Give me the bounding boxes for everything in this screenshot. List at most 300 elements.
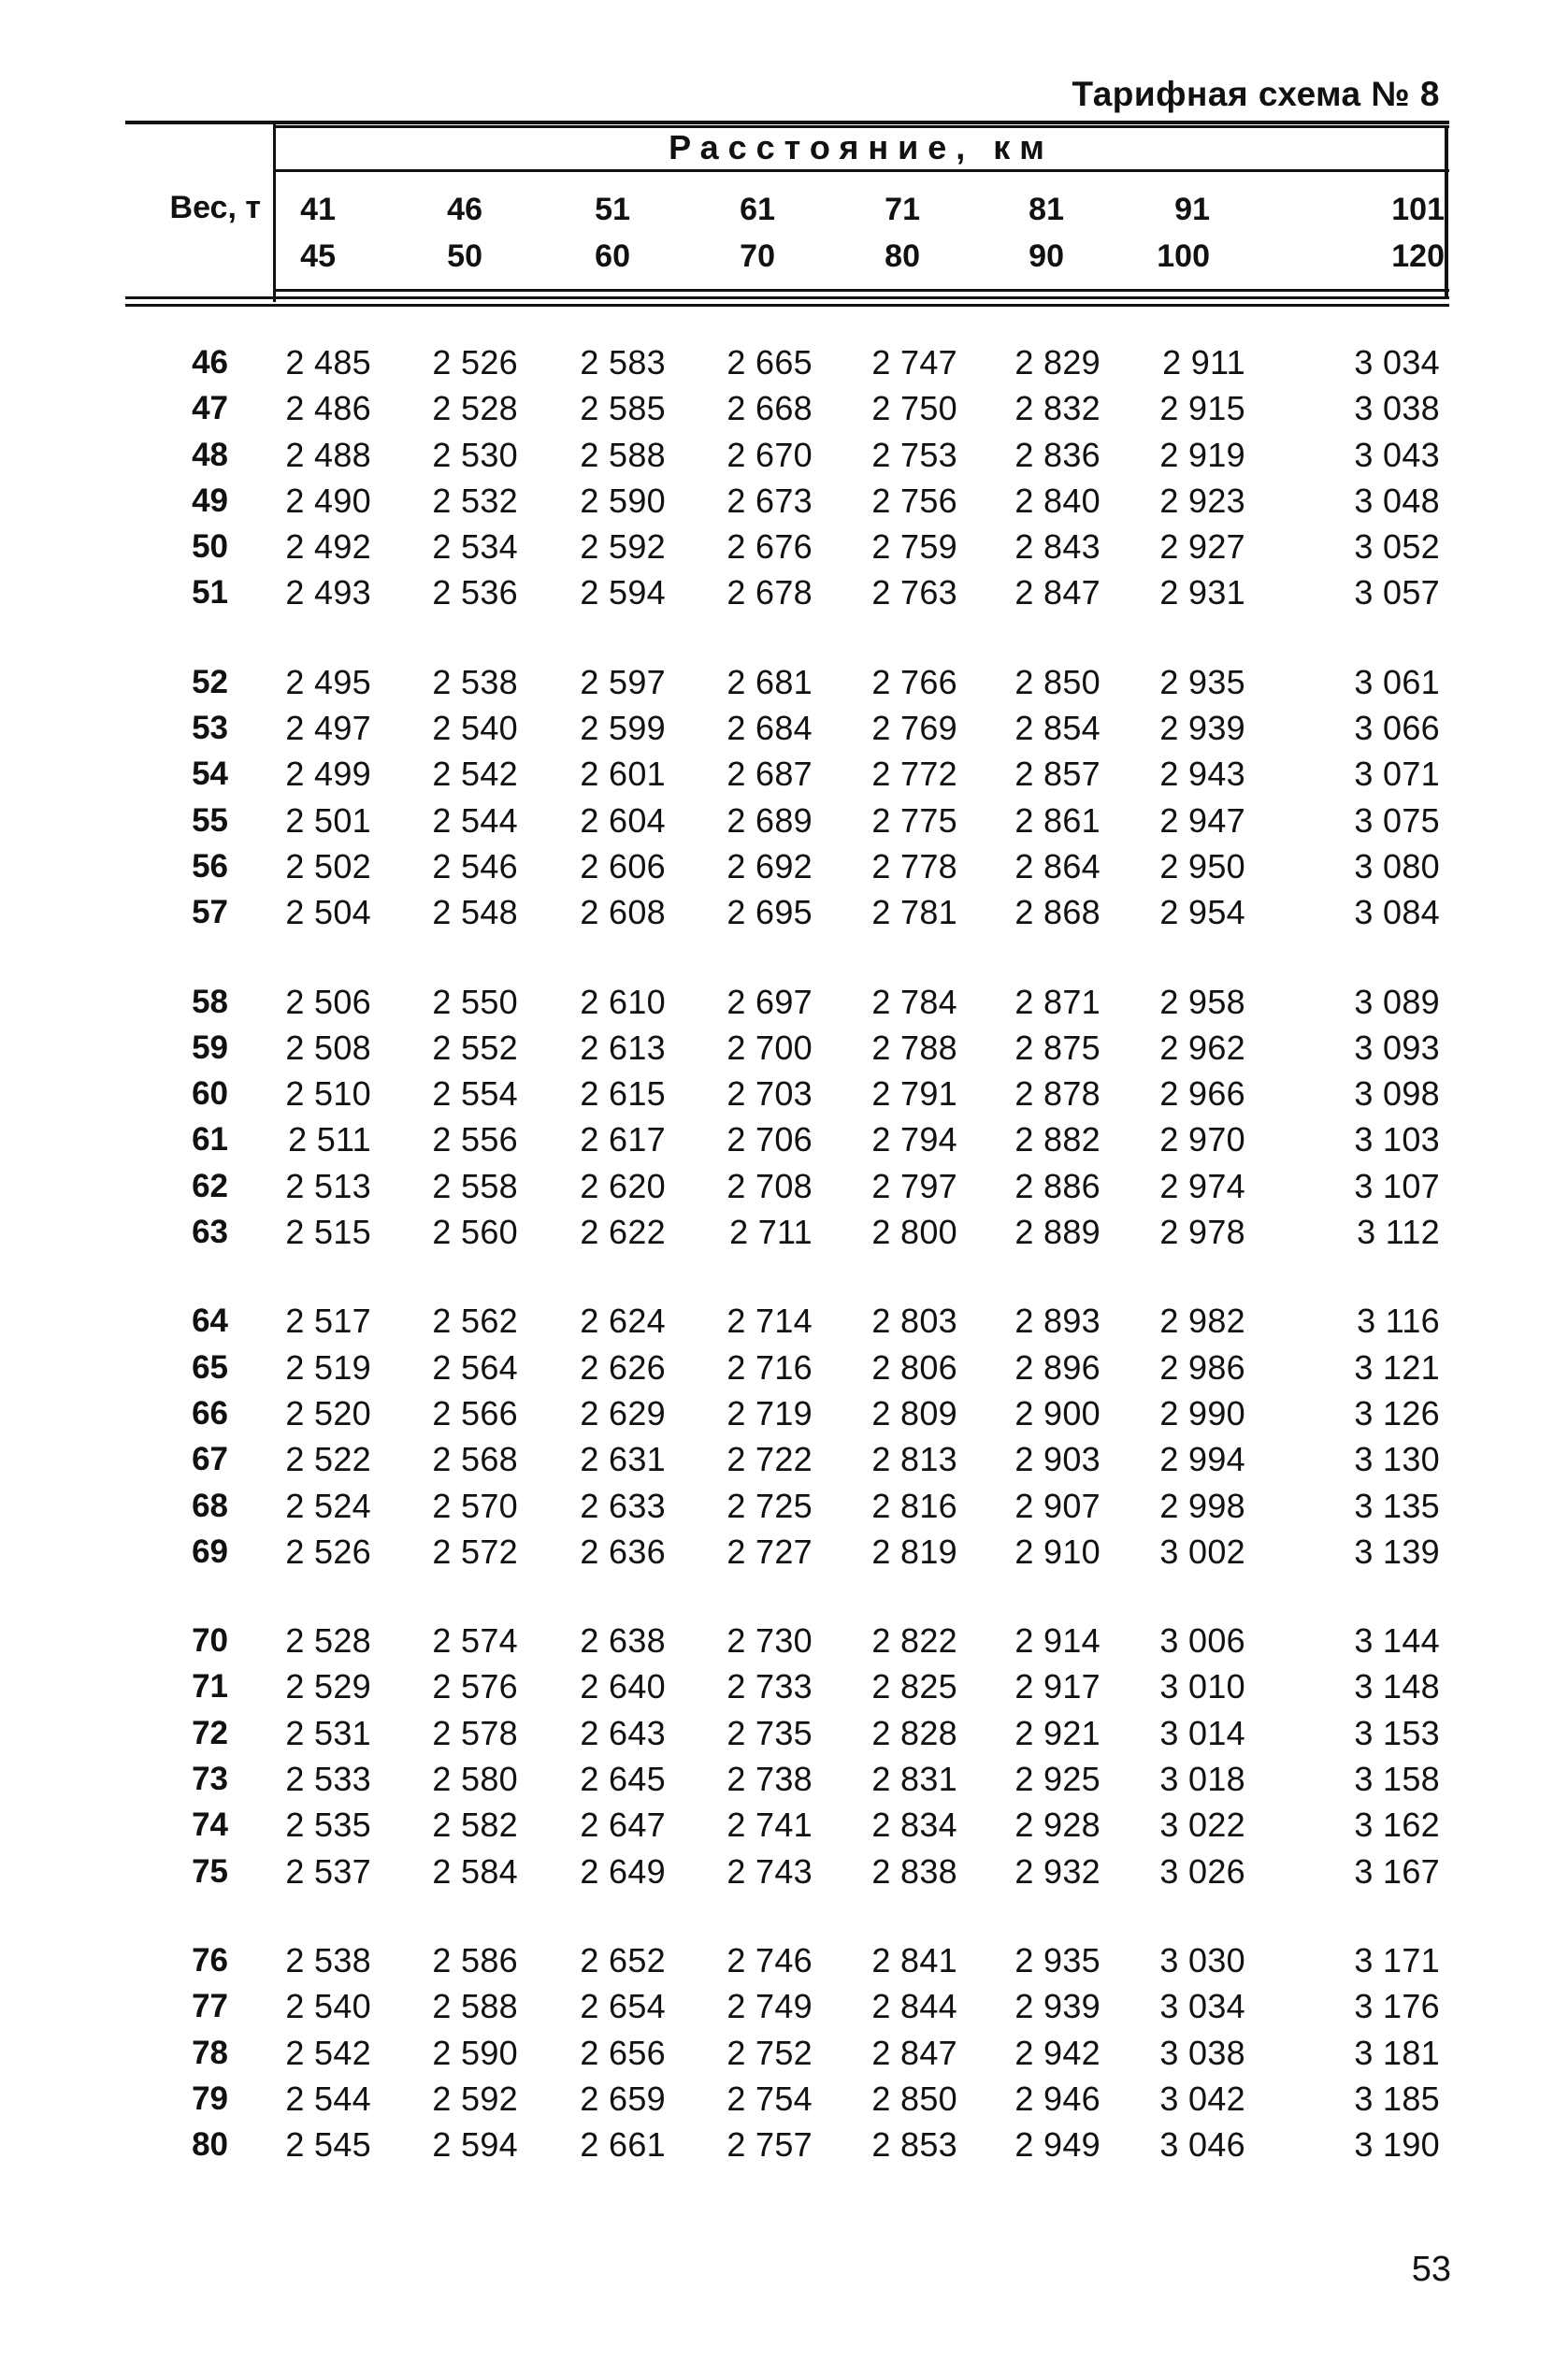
weight-cell: 49 — [192, 482, 228, 519]
table-row — [125, 889, 1449, 935]
tariff-cell: 2 615 — [580, 1074, 666, 1114]
table-row — [125, 1618, 1449, 1663]
tariff-cell: 2 706 — [726, 1120, 813, 1159]
tariff-cell: 2 535 — [285, 1806, 371, 1845]
table-row — [125, 339, 1449, 385]
weight-cell: 72 — [192, 1714, 228, 1751]
tariff-cell: 2 580 — [432, 1760, 518, 1799]
tariff-cell: 2 847 — [1014, 573, 1100, 612]
tariff-cell: 2 750 — [871, 389, 957, 428]
distance-range-2 — [340, 186, 482, 280]
tariff-cell: 2 719 — [726, 1393, 813, 1432]
tariff-cell: 2 914 — [1014, 1621, 1100, 1661]
tariff-cell: 2 834 — [871, 1806, 957, 1845]
table-row — [125, 1802, 1449, 1848]
table-row — [125, 2076, 1449, 2122]
weight-cell: 74 — [192, 1806, 228, 1844]
tariff-cell: 3 093 — [1354, 1028, 1440, 1067]
weight-cell: 58 — [192, 983, 228, 1020]
tariff-cell: 2 574 — [432, 1621, 518, 1661]
tariff-cell: 2 585 — [580, 389, 666, 428]
tariff-cell: 3 084 — [1354, 893, 1440, 932]
tariff-cell: 2 753 — [871, 435, 957, 474]
tariff-cell: 2 540 — [285, 1987, 371, 2026]
tariff-cell: 2 502 — [285, 846, 371, 885]
tariff-cell: 2 499 — [285, 755, 371, 794]
tariff-cell: 2 946 — [1014, 2079, 1100, 2118]
tariff-cell: 3 052 — [1354, 527, 1440, 567]
distance-header-bottom-rule — [273, 169, 1449, 172]
tariff-cell: 3 006 — [1159, 1621, 1245, 1661]
tariff-cell: 2 935 — [1159, 662, 1245, 701]
tariff-cell: 3 026 — [1159, 1851, 1245, 1891]
page-number: 53 — [1411, 2250, 1451, 2289]
tariff-cell: 2 692 — [726, 846, 813, 885]
tariff-cell: 2 544 — [432, 800, 518, 840]
tariff-cell: 2 532 — [432, 481, 518, 520]
tariff-cell: 2 962 — [1159, 1028, 1245, 1067]
tariff-cell: 2 513 — [285, 1166, 371, 1205]
tariff-cell: 2 730 — [726, 1621, 813, 1661]
tariff-cell: 3 181 — [1354, 2033, 1440, 2072]
tariff-cell: 2 769 — [871, 709, 957, 748]
tariff-cell: 2 927 — [1159, 527, 1245, 567]
tariff-cell: 2 588 — [580, 435, 666, 474]
tariff-cell: 2 511 — [288, 1120, 371, 1159]
tariff-cell: 2 910 — [1014, 1532, 1100, 1571]
tariff-cell: 2 994 — [1159, 1440, 1245, 1479]
tariff-cell: 2 684 — [726, 709, 813, 748]
tariff-cell: 2 749 — [726, 1987, 813, 2026]
tariff-cell: 3 190 — [1354, 2125, 1440, 2165]
tariff-cell: 2 599 — [580, 709, 666, 748]
weight-cell: 60 — [192, 1075, 228, 1113]
table-row — [125, 569, 1449, 615]
tariff-cell: 2 493 — [285, 573, 371, 612]
weight-column-header: Вес, т — [169, 190, 261, 225]
tariff-cell: 3 002 — [1159, 1532, 1245, 1571]
tariff-cell: 2 617 — [580, 1120, 666, 1159]
table-row — [125, 1345, 1449, 1390]
tariff-cell: 2 508 — [285, 1028, 371, 1067]
tariff-cell: 2 939 — [1159, 709, 1245, 748]
tariff-cell: 2 775 — [871, 800, 957, 840]
weight-cell: 65 — [192, 1348, 228, 1386]
tariff-table-body — [125, 339, 1449, 2167]
table-row — [125, 1663, 1449, 1709]
table-row — [125, 979, 1449, 1025]
table-row — [125, 1756, 1449, 1802]
weight-cell: 55 — [192, 801, 228, 839]
tariff-cell: 2 819 — [871, 1532, 957, 1571]
tariff-cell: 2 501 — [285, 800, 371, 840]
tariff-cell: 2 610 — [580, 982, 666, 1021]
tariff-cell: 2 919 — [1159, 435, 1245, 474]
tariff-cell: 2 949 — [1014, 2125, 1100, 2165]
tariff-cell: 2 896 — [1014, 1347, 1100, 1387]
table-row — [125, 432, 1449, 478]
tariff-cell: 3 061 — [1354, 662, 1440, 701]
tariff-cell: 2 566 — [432, 1393, 518, 1432]
tariff-cell: 2 534 — [432, 527, 518, 567]
tariff-cell: 2 556 — [432, 1120, 518, 1159]
table-row — [125, 798, 1449, 843]
tariff-cell: 2 935 — [1014, 1940, 1100, 1979]
range-from: 41 — [300, 192, 336, 227]
weight-cell: 54 — [192, 756, 228, 793]
tariff-cell: 2 597 — [580, 662, 666, 701]
tariff-cell: 2 966 — [1159, 1074, 1245, 1114]
tariff-cell: 2 836 — [1014, 435, 1100, 474]
distance-range-6 — [922, 186, 1064, 280]
tariff-cell: 3 171 — [1354, 1940, 1440, 1979]
header-double-rule-top — [125, 296, 1449, 299]
tariff-cell: 2 572 — [432, 1532, 518, 1571]
tariff-cell: 2 928 — [1014, 1806, 1100, 1845]
tariff-cell: 3 158 — [1354, 1760, 1440, 1799]
tariff-cell: 2 794 — [871, 1120, 957, 1159]
range-to: 60 — [595, 238, 630, 274]
tariff-cell: 3 034 — [1159, 1987, 1245, 2026]
distance-range-7 — [1068, 186, 1210, 280]
tariff-cell: 2 488 — [285, 435, 371, 474]
table-row — [125, 1025, 1449, 1071]
tariff-cell: 3 135 — [1354, 1486, 1440, 1525]
tariff-cell: 3 030 — [1159, 1940, 1245, 1979]
tariff-cell: 2 743 — [726, 1851, 813, 1891]
table-row — [125, 1209, 1449, 1255]
table-row — [125, 1071, 1449, 1116]
tariff-cell: 2 763 — [871, 573, 957, 612]
tariff-cell: 2 590 — [432, 2033, 518, 2072]
weight-cell: 47 — [192, 390, 228, 427]
tariff-cell: 2 832 — [1014, 389, 1100, 428]
tariff-cell: 2 588 — [432, 1987, 518, 2026]
tariff-cell: 2 594 — [580, 573, 666, 612]
distance-range-3 — [488, 186, 630, 280]
tariff-cell: 3 022 — [1159, 1806, 1245, 1845]
tariff-cell: 2 813 — [871, 1440, 957, 1479]
table-row — [125, 2122, 1449, 2167]
tariff-cell: 2 582 — [432, 1806, 518, 1845]
tariff-cell: 2 522 — [285, 1440, 371, 1479]
weight-cell: 68 — [192, 1487, 228, 1524]
tariff-cell: 2 716 — [726, 1347, 813, 1387]
tariff-cell: 2 828 — [871, 1713, 957, 1752]
tariff-cell: 2 689 — [726, 800, 813, 840]
tariff-cell: 2 844 — [871, 1987, 957, 2026]
tariff-cell: 2 871 — [1014, 982, 1100, 1021]
tariff-cell: 2 942 — [1014, 2033, 1100, 2072]
tariff-cell: 2 733 — [726, 1667, 813, 1706]
weight-cell: 78 — [192, 2034, 228, 2071]
tariff-cell: 2 868 — [1014, 893, 1100, 932]
tariff-cell: 3 014 — [1159, 1713, 1245, 1752]
table-row — [125, 751, 1449, 797]
tariff-cell: 2 864 — [1014, 846, 1100, 885]
tariff-cell: 2 831 — [871, 1760, 957, 1799]
tariff-cell: 3 130 — [1354, 1440, 1440, 1479]
tariff-cell: 2 497 — [285, 709, 371, 748]
tariff-cell: 3 043 — [1354, 435, 1440, 474]
tariff-cell: 2 578 — [432, 1713, 518, 1752]
tariff-cell: 2 803 — [871, 1302, 957, 1341]
tariff-cell: 2 592 — [432, 2079, 518, 2118]
tariff-cell: 2 613 — [580, 1028, 666, 1067]
tariff-cell: 2 661 — [580, 2125, 666, 2165]
tariff-cell: 3 162 — [1354, 1806, 1440, 1845]
tariff-cell: 2 640 — [580, 1667, 666, 1706]
tariff-cell: 2 784 — [871, 982, 957, 1021]
range-from: 81 — [1029, 192, 1064, 227]
tariff-cell: 3 139 — [1354, 1532, 1440, 1571]
tariff-cell: 2 695 — [726, 893, 813, 932]
tariff-cell: 3 176 — [1354, 1987, 1440, 2026]
tariff-cell: 2 687 — [726, 755, 813, 794]
tariff-cell: 2 697 — [726, 982, 813, 1021]
tariff-cell: 2 636 — [580, 1532, 666, 1571]
tariff-cell: 2 638 — [580, 1621, 666, 1661]
tariff-cell: 2 529 — [285, 1667, 371, 1706]
tariff-cell: 2 932 — [1014, 1851, 1100, 1891]
tariff-cell: 2 485 — [285, 343, 371, 381]
tariff-cell: 2 601 — [580, 755, 666, 794]
range-to: 120 — [1391, 238, 1445, 274]
tariff-cell: 2 504 — [285, 893, 371, 932]
tariff-cell: 3 103 — [1354, 1120, 1440, 1159]
range-to: 70 — [740, 238, 775, 274]
tariff-cell: 2 681 — [726, 662, 813, 701]
tariff-cell: 2 974 — [1159, 1166, 1245, 1205]
tariff-cell: 2 825 — [871, 1667, 957, 1706]
table-row — [125, 2030, 1449, 2076]
tariff-cell: 2 982 — [1159, 1302, 1245, 1341]
weight-cell: 52 — [192, 663, 228, 700]
weight-cell: 56 — [192, 847, 228, 885]
tariff-cell: 3 144 — [1354, 1621, 1440, 1661]
table-row — [125, 659, 1449, 705]
tariff-cell: 2 800 — [871, 1213, 957, 1252]
range-from: 61 — [740, 192, 775, 227]
weight-cell: 53 — [192, 710, 228, 747]
tariff-cell: 2 841 — [871, 1940, 957, 1979]
tariff-cell: 2 550 — [432, 982, 518, 1021]
tariff-cell: 3 148 — [1354, 1667, 1440, 1706]
tariff-cell: 2 538 — [285, 1940, 371, 1979]
tariff-cell: 2 754 — [726, 2079, 813, 2118]
tariff-cell: 3 098 — [1354, 1074, 1440, 1114]
weight-cell: 70 — [192, 1622, 228, 1660]
tariff-cell: 3 126 — [1354, 1393, 1440, 1432]
table-row — [125, 1116, 1449, 1162]
tariff-cell: 2 998 — [1159, 1486, 1245, 1525]
table-row — [125, 1436, 1449, 1482]
weight-cell: 69 — [192, 1533, 228, 1570]
tariff-cell: 2 495 — [285, 662, 371, 701]
tariff-cell: 2 886 — [1014, 1166, 1100, 1205]
tariff-cell: 2 530 — [432, 435, 518, 474]
distance-range-5 — [778, 186, 920, 280]
tariff-cell: 2 772 — [871, 755, 957, 794]
tariff-cell: 2 560 — [432, 1213, 518, 1252]
weight-cell: 51 — [192, 574, 228, 612]
tariff-cell: 2 917 — [1014, 1667, 1100, 1706]
tariff-cell: 2 668 — [726, 389, 813, 428]
tariff-cell: 2 583 — [580, 343, 666, 381]
tariff-cell: 2 517 — [285, 1302, 371, 1341]
page-title: Тарифная схема № 8 — [1072, 75, 1440, 113]
weight-cell: 61 — [192, 1121, 228, 1159]
tariff-cell: 3 121 — [1354, 1347, 1440, 1387]
tariff-cell: 2 552 — [432, 1028, 518, 1067]
tariff-cell: 2 722 — [726, 1440, 813, 1479]
weight-cell: 48 — [192, 436, 228, 473]
tariff-cell: 3 112 — [1357, 1213, 1440, 1252]
tariff-cell: 2 649 — [580, 1851, 666, 1891]
tariff-cell: 2 788 — [871, 1028, 957, 1067]
tariff-cell: 2 546 — [432, 846, 518, 885]
tariff-cell: 2 725 — [726, 1486, 813, 1525]
tariff-cell: 3 167 — [1354, 1851, 1440, 1891]
tariff-cell: 2 515 — [285, 1213, 371, 1252]
table-row — [125, 1298, 1449, 1344]
tariff-cell: 2 510 — [285, 1074, 371, 1114]
range-from: 71 — [885, 192, 920, 227]
range-to: 50 — [447, 238, 482, 274]
tariff-cell: 2 939 — [1014, 1987, 1100, 2026]
tariff-cell: 2 647 — [580, 1806, 666, 1845]
distance-range-8 — [1302, 186, 1445, 280]
tariff-cell: 2 562 — [432, 1302, 518, 1341]
tariff-cell: 2 584 — [432, 1851, 518, 1891]
tariff-cell: 2 954 — [1159, 893, 1245, 932]
tariff-cell: 2 528 — [432, 389, 518, 428]
header-inner-bottom-rule — [273, 289, 1449, 292]
tariff-cell: 2 633 — [580, 1486, 666, 1525]
tariff-cell: 2 659 — [580, 2079, 666, 2118]
tariff-cell: 2 654 — [580, 1987, 666, 2026]
tariff-cell: 3 075 — [1354, 800, 1440, 840]
table-row — [125, 1937, 1449, 1983]
tariff-cell: 2 735 — [726, 1713, 813, 1752]
tariff-cell: 2 590 — [580, 481, 666, 520]
table-row — [125, 1529, 1449, 1575]
weight-cell: 80 — [192, 2126, 228, 2164]
tariff-cell: 2 843 — [1014, 527, 1100, 567]
tariff-cell: 3 042 — [1159, 2079, 1245, 2118]
tariff-cell: 2 564 — [432, 1347, 518, 1387]
tariff-cell: 2 947 — [1159, 800, 1245, 840]
weight-cell: 66 — [192, 1394, 228, 1432]
range-to: 45 — [300, 238, 336, 274]
range-from: 46 — [447, 192, 482, 227]
tariff-cell: 2 676 — [726, 527, 813, 567]
table-row — [125, 385, 1449, 431]
tariff-cell: 2 850 — [871, 2079, 957, 2118]
tariff-cell: 2 703 — [726, 1074, 813, 1114]
tariff-cell: 2 822 — [871, 1621, 957, 1661]
tariff-cell: 2 921 — [1014, 1713, 1100, 1752]
tariff-cell: 2 727 — [726, 1532, 813, 1571]
tariff-cell: 2 678 — [726, 573, 813, 612]
tariff-cell: 3 038 — [1159, 2033, 1245, 2072]
range-to: 90 — [1029, 238, 1064, 274]
tariff-cell: 2 540 — [432, 709, 518, 748]
weight-cell: 76 — [192, 1941, 228, 1979]
tariff-cell: 2 907 — [1014, 1486, 1100, 1525]
table-row — [125, 705, 1449, 751]
tariff-cell: 2 586 — [432, 1940, 518, 1979]
tariff-cell: 2 528 — [285, 1621, 371, 1661]
tariff-cell: 3 089 — [1354, 982, 1440, 1021]
tariff-cell: 2 486 — [285, 389, 371, 428]
tariff-cell: 2 526 — [432, 343, 518, 381]
tariff-cell: 3 057 — [1354, 573, 1440, 612]
weight-cell: 57 — [192, 894, 228, 931]
tariff-cell: 2 490 — [285, 481, 371, 520]
tariff-cell: 3 080 — [1354, 846, 1440, 885]
weight-cell: 77 — [192, 1988, 228, 2025]
tariff-cell: 2 915 — [1159, 389, 1245, 428]
tariff-cell: 2 752 — [726, 2033, 813, 2072]
tariff-cell: 2 757 — [726, 2125, 813, 2165]
tariff-cell: 2 626 — [580, 1347, 666, 1387]
table-row — [125, 1163, 1449, 1209]
tariff-cell: 2 738 — [726, 1760, 813, 1799]
tariff-cell: 2 986 — [1159, 1347, 1245, 1387]
weight-cell: 64 — [192, 1303, 228, 1340]
tariff-cell: 2 643 — [580, 1713, 666, 1752]
table-row — [125, 1849, 1449, 1894]
tariff-cell: 3 116 — [1357, 1302, 1440, 1341]
tariff-cell: 2 756 — [871, 481, 957, 520]
tariff-cell: 2 950 — [1159, 846, 1245, 885]
tariff-cell: 2 711 — [729, 1213, 813, 1252]
tariff-cell: 2 506 — [285, 982, 371, 1021]
tariff-cell: 2 538 — [432, 662, 518, 701]
tariff-cell: 2 622 — [580, 1213, 666, 1252]
tariff-cell: 2 673 — [726, 481, 813, 520]
tariff-cell: 2 806 — [871, 1347, 957, 1387]
weight-cell: 79 — [192, 2080, 228, 2117]
distance-header: Расстояние, км — [669, 128, 1054, 166]
weight-cell: 46 — [192, 344, 228, 381]
tariff-cell: 2 900 — [1014, 1393, 1100, 1432]
tariff-cell: 2 925 — [1014, 1760, 1100, 1799]
tariff-cell: 3 038 — [1354, 389, 1440, 428]
tariff-cell: 3 153 — [1354, 1713, 1440, 1752]
tariff-cell: 3 046 — [1159, 2125, 1245, 2165]
tariff-cell: 2 759 — [871, 527, 957, 567]
tariff-cell: 3 071 — [1354, 755, 1440, 794]
tariff-cell: 2 816 — [871, 1486, 957, 1525]
tariff-cell: 2 797 — [871, 1166, 957, 1205]
tariff-cell: 2 492 — [285, 527, 371, 567]
weight-cell: 50 — [192, 528, 228, 566]
tariff-cell: 2 542 — [285, 2033, 371, 2072]
tariff-cell: 2 620 — [580, 1166, 666, 1205]
weight-cell: 75 — [192, 1852, 228, 1890]
tariff-cell: 3 034 — [1354, 343, 1440, 381]
tariff-cell: 3 066 — [1354, 709, 1440, 748]
tariff-cell: 2 923 — [1159, 481, 1245, 520]
table-row — [125, 1390, 1449, 1436]
range-to: 100 — [1157, 238, 1210, 274]
tariff-cell: 2 624 — [580, 1302, 666, 1341]
tariff-cell: 2 548 — [432, 893, 518, 932]
tariff-cell: 2 746 — [726, 1940, 813, 1979]
header-top-rule — [125, 121, 1449, 124]
